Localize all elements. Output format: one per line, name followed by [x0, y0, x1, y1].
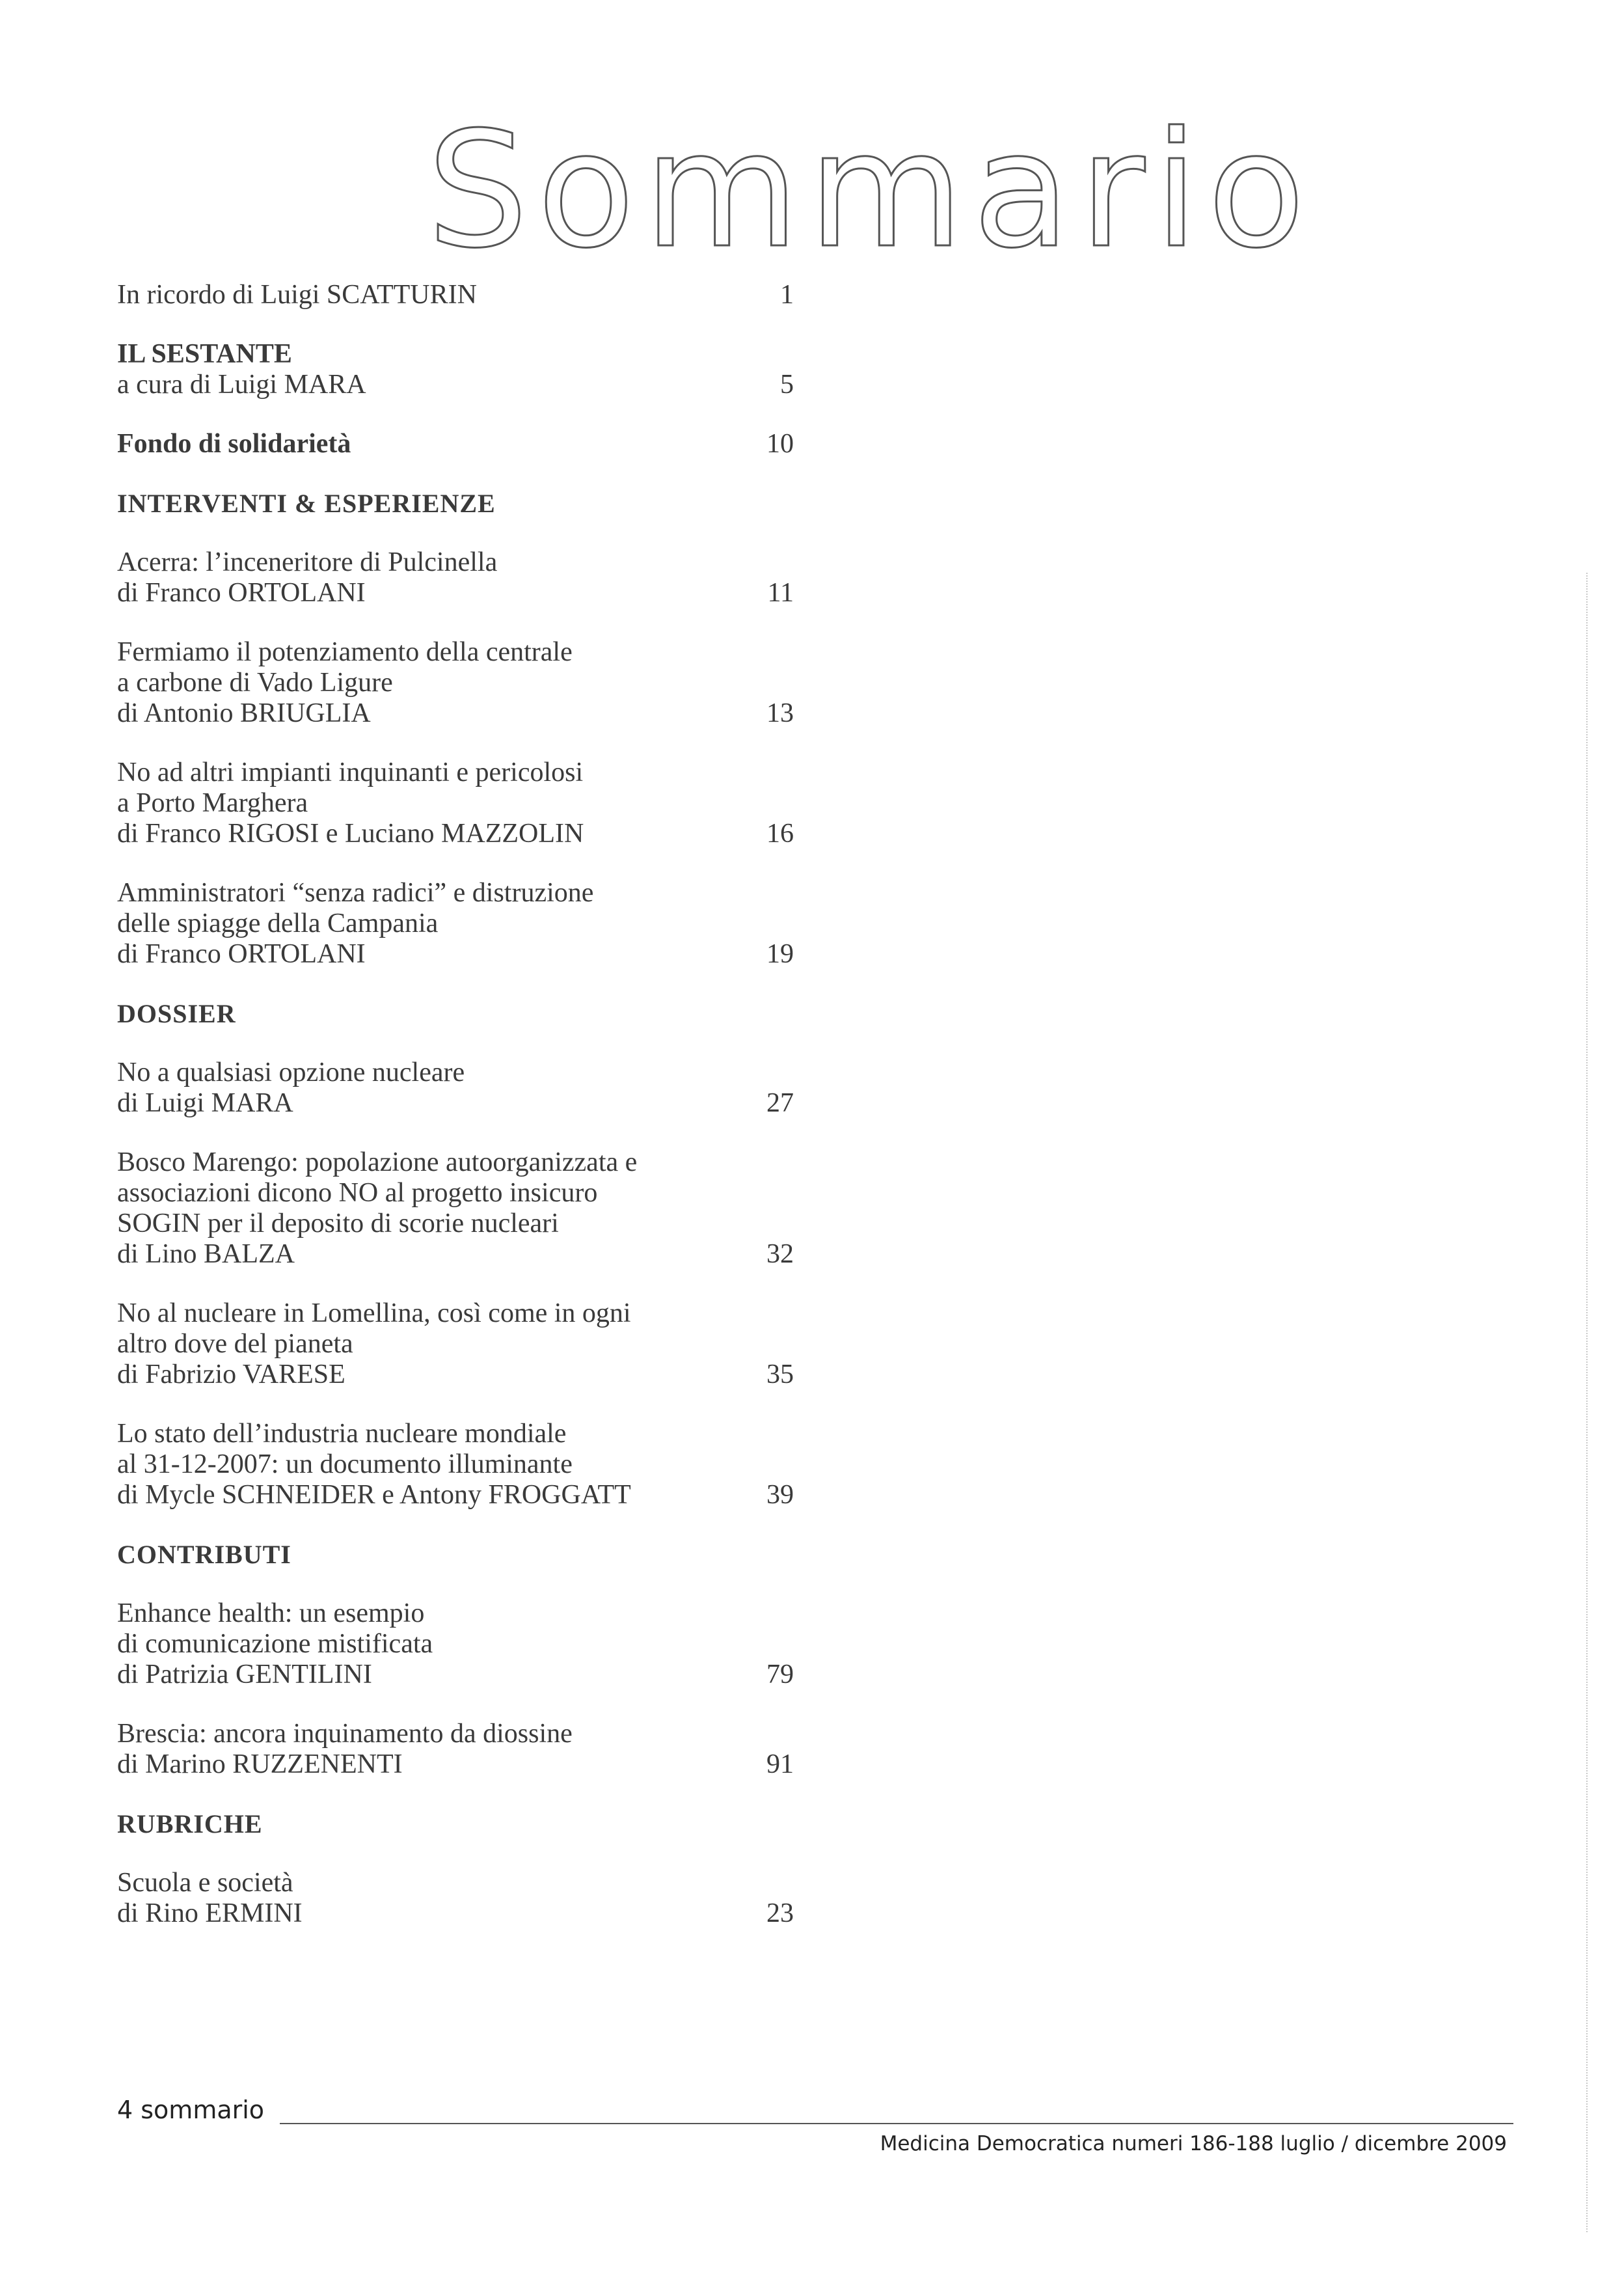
- toc-entry-line: Fondo di solidarietà: [117, 429, 351, 459]
- toc-entry[interactable]: [117, 1298, 794, 1390]
- footer-page-label: 4 sommario: [117, 2096, 265, 2124]
- toc-entry-line: SOGIN per il deposito di scorie nucleari: [117, 1209, 559, 1238]
- toc-entry[interactable]: [117, 1868, 794, 1929]
- toc-entry[interactable]: [117, 547, 794, 608]
- toc-entry-line: a carbone di Vado Ligure: [117, 668, 393, 698]
- toc-entry-line: No ad altri impianti inquinanti e pericolosi: [117, 758, 584, 787]
- toc-entry-line: delle spiagge della Campania: [117, 909, 439, 938]
- toc-page-number: 23: [766, 1898, 794, 1928]
- toc-entry-line: di comunicazione mistificata: [117, 1629, 433, 1659]
- toc-entry-line: Lo stato dell’industria nucleare mondiale: [117, 1419, 567, 1449]
- toc-page-number: 32: [766, 1239, 794, 1269]
- toc-entry[interactable]: [117, 758, 794, 849]
- footer-rule: [280, 2123, 1513, 2124]
- toc-entry-line: Bosco Marengo: popolazione autoorganizzata e: [117, 1147, 638, 1177]
- toc-entry-line: di Franco ORTOLANI: [117, 578, 366, 608]
- toc-page-number: 1: [780, 280, 794, 310]
- toc-entry-line: di Lino BALZA: [117, 1239, 295, 1269]
- toc-page-number: 11: [767, 578, 794, 608]
- toc-entry-line: di Fabrizio VARESE: [117, 1360, 345, 1389]
- toc-entry[interactable]: [117, 280, 794, 310]
- toc-entry[interactable]: [117, 637, 794, 729]
- footer-publication: Medicina Democratica numeri 186-188 luglio / dicembre 2009: [880, 2132, 1507, 2155]
- toc-page-number: 79: [766, 1660, 794, 1689]
- section-heading: INTERVENTI & ESPERIENZE: [117, 489, 496, 518]
- section-heading: CONTRIBUTI: [117, 1540, 291, 1569]
- toc-entry-line: IL SESTANTE: [117, 339, 292, 369]
- toc-entry-line: di Franco ORTOLANI: [117, 939, 366, 969]
- toc-entry-line: di Luigi MARA: [117, 1088, 293, 1118]
- toc-page-number: 91: [766, 1749, 794, 1779]
- toc-entry-line: di Marino RUZZENENTI: [117, 1749, 403, 1779]
- toc-entry[interactable]: [117, 878, 794, 970]
- toc-entry-line: altro dove del pianeta: [117, 1329, 353, 1359]
- toc-page-number: 35: [766, 1360, 794, 1389]
- toc-page-number: 19: [766, 939, 794, 969]
- toc-entry-line: di Rino ERMINI: [117, 1898, 303, 1928]
- table-of-contents: [117, 280, 794, 1958]
- scan-edge-line: [1586, 573, 1588, 2232]
- toc-entry[interactable]: [117, 339, 794, 400]
- section-heading: RUBRICHE: [117, 1809, 263, 1839]
- toc-page-number: 10: [766, 429, 794, 459]
- toc-entry[interactable]: [117, 1058, 794, 1119]
- toc-entry-line: Acerra: l’inceneritore di Pulcinella: [117, 547, 498, 577]
- page-title: Sommario: [427, 98, 1314, 283]
- toc-entry-line: No al nucleare in Lomellina, così come in ogni: [117, 1298, 631, 1328]
- toc-entry-line: a Porto Marghera: [117, 788, 308, 818]
- section-heading: DOSSIER: [117, 999, 236, 1028]
- toc-entry-line: Fermiamo il potenziamento della centrale: [117, 637, 573, 667]
- toc-entry-line: Enhance health: un esempio: [117, 1598, 425, 1628]
- toc-entry-line: In ricordo di Luigi SCATTURIN: [117, 280, 477, 310]
- toc-entry-line: a cura di Luigi MARA: [117, 370, 366, 400]
- toc-entry-line: al 31-12-2007: un documento illuminante: [117, 1449, 573, 1479]
- toc-entry[interactable]: [117, 1419, 794, 1511]
- toc-entry-line: di Franco RIGOSI e Luciano MAZZOLIN: [117, 819, 584, 849]
- toc-page-number: 13: [766, 698, 794, 728]
- toc-entry-line: associazioni dicono NO al progetto insicuro: [117, 1178, 598, 1208]
- toc-entry[interactable]: [117, 429, 794, 459]
- toc-entry[interactable]: [117, 1598, 794, 1690]
- toc-page-number: 27: [766, 1088, 794, 1118]
- toc-page-number: 5: [780, 370, 794, 400]
- toc-entry[interactable]: [117, 1147, 794, 1270]
- toc-page-number: 39: [766, 1480, 794, 1510]
- toc-entry-line: No a qualsiasi opzione nucleare: [117, 1058, 465, 1087]
- toc-page-number: 16: [766, 819, 794, 849]
- toc-entry-line: Scuola e società: [117, 1868, 293, 1898]
- toc-entry[interactable]: [117, 1719, 794, 1780]
- toc-entry-line: di Patrizia GENTILINI: [117, 1660, 372, 1689]
- toc-entry-line: di Antonio BRIUGLIA: [117, 698, 371, 728]
- toc-entry-line: Amministratori “senza radici” e distruzione: [117, 878, 594, 908]
- toc-entry-line: di Mycle SCHNEIDER e Antony FROGGATT: [117, 1480, 631, 1510]
- toc-entry-line: Brescia: ancora inquinamento da diossine: [117, 1719, 573, 1749]
